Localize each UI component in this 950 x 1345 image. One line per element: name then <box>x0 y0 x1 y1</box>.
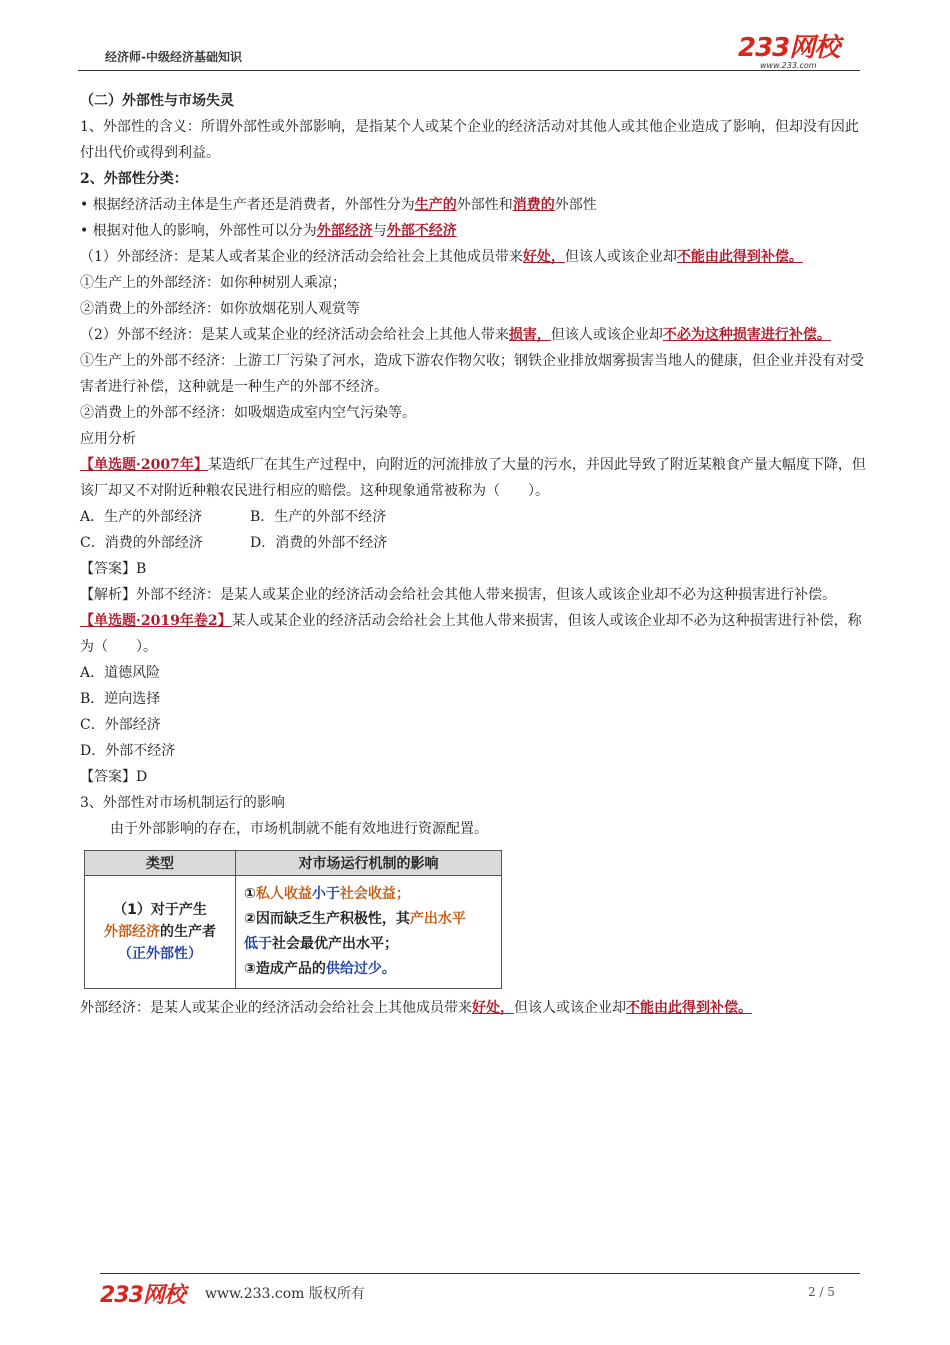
market-impact-title: 3、外部性对市场机制运行的影响 <box>80 795 285 811</box>
market-impact-text: 由于外部影响的存在，市场机制就不能有效地进行资源配置。 <box>110 821 488 837</box>
footer-divider <box>100 1273 860 1274</box>
bullet-subject: • 根据经济活动主体是生产者还是消费者，外部性分为生产的外部性和消费的外部性 <box>80 197 597 213</box>
question-1: 【单选题·2007年】某造纸厂在其生产过程中，向附近的河流排放了大量的污水，并因此导致了附近某粮食产量大幅度下降，但该厂却又不对附近种粮农民进行相应的赔偿。这种现象通常被称为（ ）。 <box>80 457 866 499</box>
external-diseconomy-example-1: ①生产上的外部不经济：上游工厂污染了河水，造成下游农作物欠收；钢铁企业排放烟雾损害当地人的健康，但企业并没有对受害者进行补偿，这种就是一种生产的外部不经济。 <box>80 353 864 395</box>
option: C．外部经济 <box>80 717 161 733</box>
question-1-tag: 【单选题·2007年】 <box>80 457 208 473</box>
table-header-type: 类型 <box>85 851 236 876</box>
table-header-effect: 对市场运行机制的影响 <box>236 851 502 876</box>
option: D．外部不经济 <box>80 743 176 759</box>
section-title: （二）外部性与市场失灵 <box>80 93 234 109</box>
option: A．道德风险 <box>80 665 161 681</box>
option: B．生产的外部不经济 <box>250 509 387 525</box>
external-economy-example-2: ②消费上的外部经济：如你放烟花别人观赏等 <box>80 301 360 317</box>
footer-copyright: www.233.com 版权所有 <box>205 1286 365 1302</box>
table-cell-effect: ①私人收益小于社会收益； ②因而缺乏生产积极性，其产出水平 低于社会最优产出水平； ③造成产品的供给过少。 <box>236 876 502 989</box>
option: D．消费的外部不经济 <box>250 535 388 551</box>
option: C．消费的外部经济 <box>80 535 203 551</box>
logo-url: www.233.com <box>760 61 817 70</box>
classification-title: 2、外部性分类： <box>80 171 188 187</box>
definition-paragraph: 1、外部性的含义：所谓外部性或外部影响，是指某个人或某个企业的经济活动对其他人或其他企业造成了影响，但却没有因此付出代价或得到利益。 <box>80 119 859 161</box>
table-row <box>85 876 502 989</box>
table-cell-type: （1）对于产生 外部经济的生产者 （正外部性） <box>85 876 236 989</box>
option: A．生产的外部经济 <box>80 509 203 525</box>
page-number: 2 / 5 <box>808 1285 835 1299</box>
question-2: 【单选题·2019年卷2】某人或某企业的经济活动会给社会上其他人带来损害，但该人或该企业却不必为这种损害进行补偿，称为（ ）。 <box>80 613 862 655</box>
question-1-answer: 【答案】B <box>80 561 147 577</box>
option: B．逆向选择 <box>80 691 161 707</box>
brand-logo <box>738 34 858 70</box>
document-body <box>80 88 870 1021</box>
closing-definition: 外部经济：是某人或某企业的经济活动会给社会上其他成员带来好处，但该人或该企业却不能由此得到补偿。 <box>80 1000 752 1016</box>
question-1-options-row-1 <box>80 504 870 530</box>
external-economy-example-1: ①生产上的外部经济：如你种树别人乘凉； <box>80 275 346 291</box>
external-economy-definition: （1）外部经济：是某人或者某企业的经济活动会给社会上其他成员带来好处，但该人或该企业却不能由此得到补偿。 <box>80 249 803 265</box>
analysis-heading: 应用分析 <box>80 431 136 447</box>
logo-text: 233网校 <box>738 33 840 63</box>
bullet-effect: • 根据对他人的影响，外部性可以分为外部经济与外部不经济 <box>80 223 457 239</box>
question-1-options-row-2 <box>80 530 870 556</box>
footer-logo: 233网校 <box>100 1283 185 1308</box>
external-diseconomy-example-2: ②消费上的外部不经济：如吸烟造成室内空气污染等。 <box>80 405 416 421</box>
document-header-title: 经济师-中级经济基础知识 <box>105 50 242 64</box>
question-2-answer: 【答案】D <box>80 769 148 785</box>
question-2-tag: 【单选题·2019年卷2】 <box>80 613 232 629</box>
external-diseconomy-definition: （2）外部不经济：是某人或某企业的经济活动会给社会上其他人带来损害，但该人或该企业却不必为这种损害进行补偿。 <box>80 327 831 343</box>
header-divider <box>78 70 860 71</box>
impact-table <box>84 850 502 989</box>
question-1-explanation: 【解析】外部不经济：是某人或某企业的经济活动会给社会其他人带来损害，但该人或该企业却不必为这种损害进行补偿。 <box>80 587 836 603</box>
